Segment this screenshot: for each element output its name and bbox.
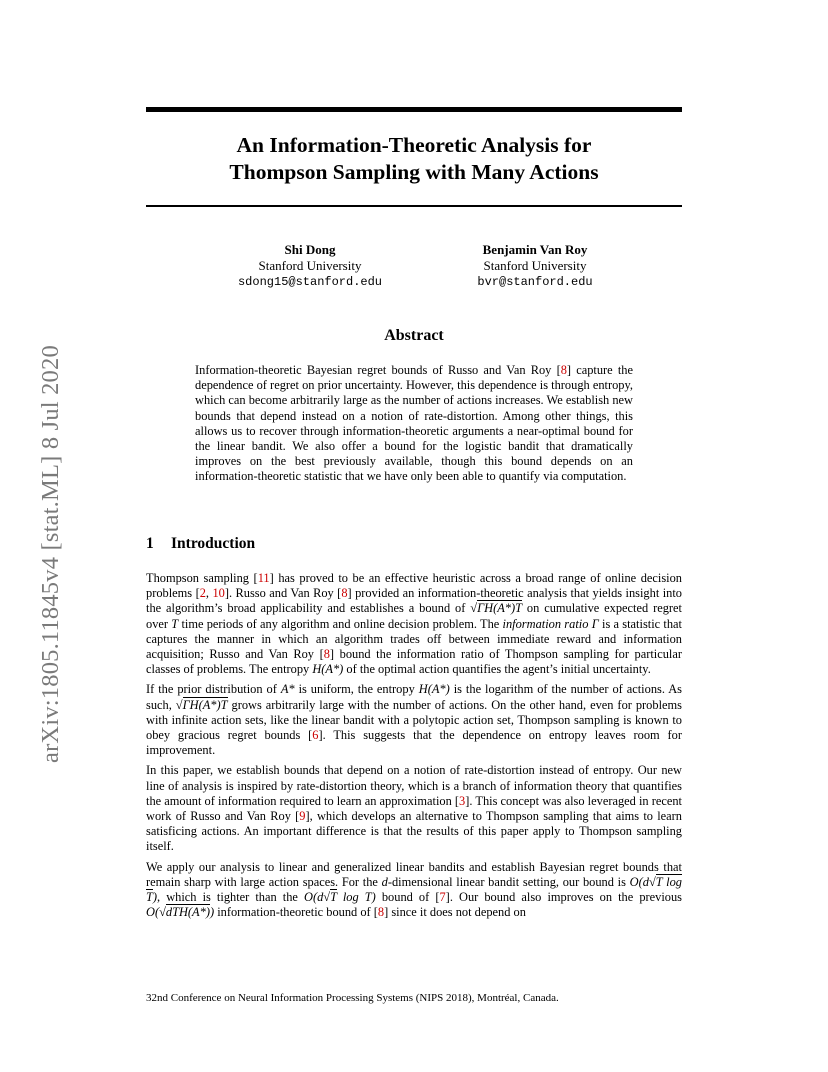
- title-line-2: Thompson Sampling with Many Actions: [229, 160, 599, 184]
- math-symbol: T: [171, 616, 179, 631]
- text: . This suggests that the dependence on entropy leaves room for improvement.: [146, 728, 682, 758]
- text: on cumulative expected regret over: [146, 601, 682, 631]
- text: bound of: [375, 890, 436, 905]
- math-part: O(d: [304, 890, 324, 905]
- introduction-body: [146, 571, 682, 925]
- citation-link[interactable]: [ 8 ]: [374, 905, 388, 919]
- emphasis-term: information ratio: [502, 616, 589, 631]
- text: information-theoretic bound of: [214, 905, 374, 920]
- abstract-text-part: capture the dependence of regret on prior uncertainty. However, this dependence is through entropy, which can become arbitrarily large as the number of actions increases. We establish new bounds that depend instead on a notion of rate-distortion. Among other things, this allows us to recover through information-theoretic arguments a near-optimal bound for the linear bandit. We also offer a bound for the logistic bandit that dramatically improves on the best previously available, though this bound depends on an information-theoretic statistic that we have only been able to quantify via computation.: [195, 363, 633, 484]
- citation-list: [196, 586, 229, 600]
- citation-link[interactable]: [ 8 ]: [557, 363, 571, 377]
- text: , which develops an alternative to Thompson sampling that aims to learn satisficing actions. An important difference is that the results of this paper apply to Thompson sampling itself.: [146, 809, 682, 854]
- citation-link[interactable]: [ 7 ]: [435, 890, 449, 904]
- math-sqrt: √ΓH(A*)T: [470, 601, 522, 616]
- abstract-text-part: Information-theoretic Bayesian regret bounds of Russo and Van Roy: [195, 363, 557, 377]
- author-affiliation: Stanford University: [258, 258, 362, 273]
- citation-link[interactable]: 2: [199, 586, 206, 601]
- paper-title: [146, 132, 682, 186]
- author-block-1: [195, 242, 425, 290]
- math-expr: O(√dTH(A*)): [146, 905, 215, 920]
- citation-link[interactable]: [ 3 ]: [455, 794, 469, 808]
- text: . Russo and Van Roy: [228, 586, 338, 601]
- paragraph-3: [146, 763, 682, 854]
- text: If the prior distribution of: [146, 682, 281, 697]
- paragraph-1: [146, 571, 682, 677]
- text: since it does not depend on: [388, 905, 526, 920]
- text: is a statistic that captures the manner in which an algorithm trades off between immediate reward and information acquisition; Russo and Van Roy: [146, 616, 682, 662]
- text: time periods of any algorithm and online decision problem. The: [178, 616, 503, 631]
- math-radicand: ΓH(A*)T: [182, 697, 228, 712]
- math-symbol: H(A*): [312, 662, 344, 677]
- math-expr: O(d√T log T): [146, 874, 682, 905]
- text: , which is tighter than the: [157, 890, 304, 905]
- math-radicand: T: [330, 890, 337, 905]
- text: Thompson sampling: [146, 571, 254, 585]
- author-affiliation: Stanford University: [483, 258, 587, 273]
- text: grows arbitrarily large with the number of actions. On the other hand, even for problems with infinite action sets, like the linear bandit with a polytopic action set, Thompson sampling is known to obey gracious regret bounds: [146, 697, 682, 743]
- section-title: Introduction: [171, 535, 256, 552]
- paragraph-2: [146, 682, 682, 758]
- conference-footnote: 32nd Conference on Neural Information Processing Systems (NIPS 2018), Montréal, Canada.: [146, 992, 559, 1004]
- math-radicand: T log T: [146, 874, 682, 905]
- math-part: log T): [336, 890, 376, 905]
- text: . Our bound also improves on the previous: [449, 890, 682, 905]
- text: of the optimal action quantifies the agent’s initial uncertainty.: [343, 662, 651, 677]
- text: provided an information-theoretic analysis that yields insight into the algorithm’s broad applicability and establishes a bound of: [146, 586, 682, 616]
- citation-link[interactable]: [ 11 ]: [254, 571, 274, 585]
- citation-link[interactable]: 10: [212, 586, 225, 601]
- citation-link[interactable]: [ 8 ]: [320, 647, 334, 661]
- abstract-heading: Abstract: [384, 327, 444, 344]
- math-sqrt: √ΓH(A*)T: [175, 697, 228, 712]
- math-part: O(d: [629, 874, 649, 889]
- text: ,: [205, 586, 213, 601]
- author-name: Shi Dong: [284, 242, 336, 257]
- math-part: ): [209, 905, 215, 920]
- citation-link[interactable]: [ 6 ]: [308, 728, 322, 742]
- text: is the logarithm of the number of actions. As such,: [146, 682, 682, 712]
- math-symbol: Γ: [591, 616, 599, 631]
- abstract-text: [195, 363, 633, 485]
- math-symbol: H(A*): [418, 682, 450, 697]
- title-top-rule: [146, 107, 682, 112]
- author-block-2: [420, 242, 650, 290]
- author-email[interactable]: bvr@stanford.edu: [477, 275, 593, 289]
- paragraph-4: [146, 860, 682, 921]
- section-heading-introduction: [146, 535, 255, 553]
- arxiv-stamp: arXiv:1805.11845v4 [stat.ML] 8 Jul 2020: [37, 345, 64, 763]
- title-line-1: An Information-Theoretic Analysis for: [236, 133, 592, 157]
- text: In this paper, we establish bounds that depend on a notion of rate-distortion instead of entropy. Our new line of analysis is inspired by rate-distortion theory, which is a branch of information theory that quantifies the amount of information required to learn an approximation: [146, 763, 682, 808]
- text: has proved to be an effective heuristic across a broad range of online decision problems: [146, 571, 682, 601]
- text: . This concept was also leveraged in recent work of Russo and Van Roy: [146, 793, 682, 824]
- math-radicand: ΓH(A*)T: [477, 601, 522, 616]
- math-radicand: dTH(A*): [165, 905, 210, 920]
- author-name: Benjamin Van Roy: [482, 242, 588, 257]
- text: -dimensional linear bandit setting, our bound is: [387, 874, 630, 889]
- citation-link[interactable]: [ 9 ]: [295, 809, 309, 823]
- math-part: O(: [146, 905, 160, 920]
- text: We apply our analysis to linear and generalized linear bandits and establish Bayesian regret bounds that remain sharp with large action spaces. For the: [146, 859, 682, 889]
- section-number: 1: [146, 535, 154, 552]
- citation-link[interactable]: [ 8 ]: [337, 586, 351, 600]
- math-symbol: d: [381, 874, 388, 889]
- math-expr: O(d√T log T): [304, 890, 376, 905]
- text: bound the information ratio of Thompson sampling for particular classes of problems. The entropy: [146, 647, 682, 677]
- math-symbol: A*: [280, 682, 295, 697]
- title-bottom-rule: [146, 205, 682, 207]
- math-part: ): [152, 890, 158, 905]
- text: is uniform, the entropy: [294, 682, 419, 697]
- author-email[interactable]: sdong15@stanford.edu: [237, 275, 383, 289]
